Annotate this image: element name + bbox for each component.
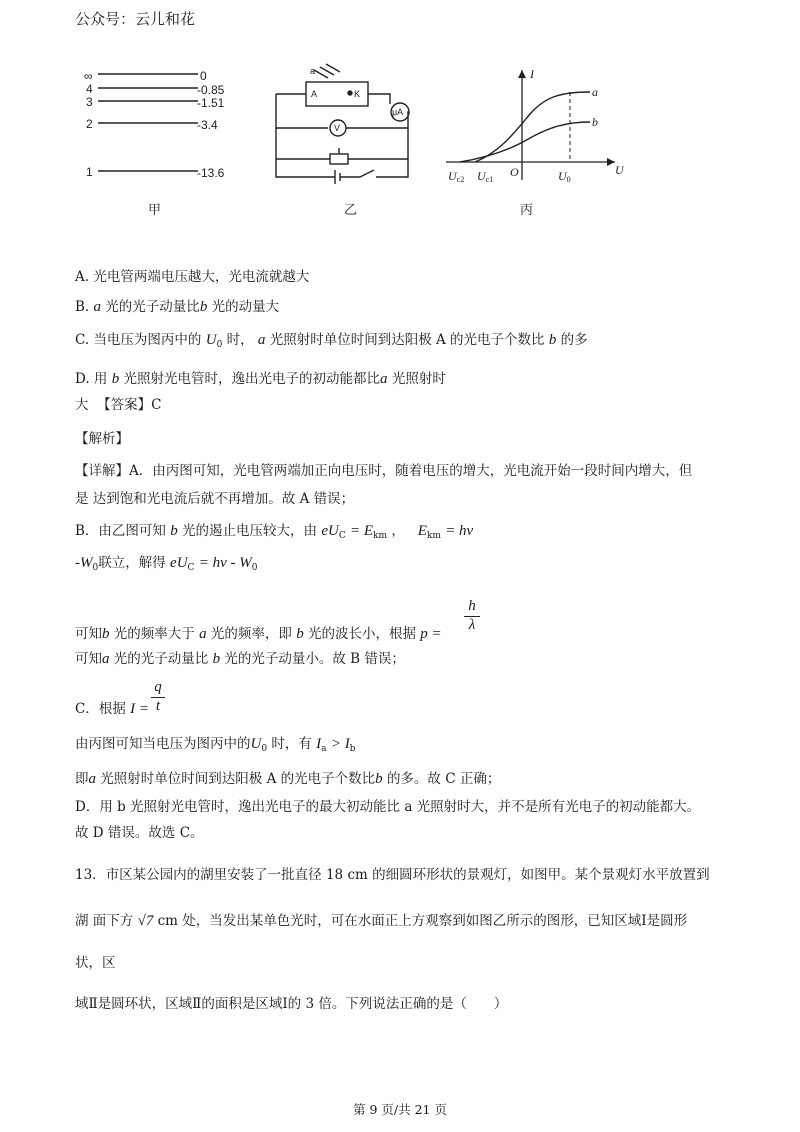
option-c: C. 当电压为图丙中的 $U_0$ 时， a 光照射时单位时间到达阳极 A 的光电子个数比 b 的多 — [75, 332, 588, 350]
level-n-3: 3 — [86, 95, 93, 109]
label-I: I — [530, 67, 534, 81]
level-e-1: -13.6 — [197, 166, 225, 180]
label-U: U — [615, 163, 624, 177]
analysis-b-line2: $-W_0$联立，解得 $eU_C = h\nu - W_0$ — [75, 555, 258, 573]
light-ray — [320, 67, 334, 75]
curve-a — [475, 92, 590, 162]
analysis-c-line3: 即a 光照射时单位时间到达阳极 A 的光电子个数比b 的多。故 C 正确； — [75, 771, 501, 787]
denominator-lambda: λ — [464, 616, 480, 634]
fraction-h-over-lambda — [464, 598, 480, 634]
numerator-q: q — [154, 679, 162, 695]
label-U0: U0 — [558, 169, 571, 184]
q13-line4: 域Ⅱ是圆环状，区域Ⅱ的面积是区域Ⅰ的 3 倍。下列说法正确的是（ ） — [75, 996, 508, 1012]
analysis-d-line1: D．用 b 光照射光电管时，逸出光电子的最大初动能比 a 光照射时大，并不是所有光电子的初动能都大。 — [75, 799, 701, 815]
light-ray — [326, 64, 340, 72]
wire — [376, 159, 408, 177]
page-header: 公众号：云儿和花 — [75, 10, 196, 28]
option-d: D. 用 b 光照射光电管时，逸出光电子的初动能都比a 光照射时 — [75, 371, 446, 387]
light-ray — [314, 70, 328, 78]
answer: 【答案】C — [97, 397, 162, 413]
analysis-b-line1: B．由乙图可知 b 光的遏止电压较大，由 $eU_C = E_{km}$ ， $E_{km} = h\nu$ — [75, 523, 474, 541]
page-footer: 第 9 页/共 21 页 — [353, 1102, 447, 1117]
analysis-c-line2: 由丙图可知当电压为图丙中的$U_0$ 时，有 $I_a > I_b$ — [75, 736, 356, 754]
i-axis-arrow — [518, 70, 526, 78]
wire — [276, 159, 335, 177]
level-e-4: -0.85 — [197, 83, 225, 97]
label-uA: μA — [392, 107, 404, 117]
label-curve-a: a — [592, 85, 598, 99]
caption-yi: 乙 — [344, 203, 358, 218]
analysis-d-line2: 故 D 错误。故选 C。 — [75, 825, 204, 841]
label-V: V — [334, 123, 341, 133]
analysis-c-line1: C．根据 I = — [75, 701, 150, 717]
analysis-a-line2: 是 达到饱和光电流后就不再增加。故 A 错误； — [75, 491, 355, 507]
switch — [360, 170, 374, 177]
figure-bing — [446, 67, 625, 218]
level-n-inf: ∞ — [84, 69, 93, 83]
wire — [276, 94, 328, 128]
analysis-b-line3: 可知b 光的频率大于 a 光的频率，即 b 光的波长小，根据 p = — [75, 626, 442, 642]
label-K: K — [354, 89, 361, 99]
label-curve-b: b — [592, 115, 598, 129]
option-b: B. a 光的光子动量比b 光的动量大 — [75, 299, 280, 315]
denominator-t: t — [151, 697, 165, 715]
q13-line2: 湖 面下方 √7 cm 处，当发出某单色光时，可在水面正上方观察到如图乙所示的图形，已知区域Ⅰ是圆形 — [75, 913, 688, 929]
level-e-inf: 0 — [200, 69, 207, 83]
figure-row — [70, 62, 730, 232]
caption-jia: 甲 — [148, 203, 162, 218]
caption-bing: 丙 — [520, 203, 534, 218]
fraction-q-over-t — [151, 679, 165, 715]
wire — [370, 112, 409, 159]
u-axis-arrow — [607, 158, 615, 166]
analysis-a-line1: 【详解】A．由丙图可知，光电管两端加正向电压时，随着电压的增大，光电流开始一段时间内增大，但 — [75, 463, 693, 479]
label-Ue1: Uc1 — [477, 169, 494, 184]
q13-line3: 状，区 — [75, 955, 116, 971]
figure-yi — [276, 64, 409, 218]
option-a: A. 光电管两端电压越大，光电流就越大 — [75, 269, 310, 285]
option-d-cont-and-answer: 大 【答案】C — [75, 397, 162, 413]
level-n-1: 1 — [86, 165, 93, 179]
analysis-title: 【解析】 — [75, 431, 129, 447]
electrode-dot — [348, 91, 352, 95]
label-O: O — [510, 165, 519, 179]
numerator-h: h — [468, 598, 476, 614]
rheostat — [330, 154, 348, 164]
analysis-b-line4: 可知a 光的光子动量比 b 光的光子动量小。故 B 错误； — [75, 651, 405, 667]
figure-jia — [84, 69, 225, 218]
level-n-2: 2 — [86, 117, 93, 131]
q13-line1: 13．市区某公园内的湖里安装了一批直径 18 cm 的细圆环形状的景观灯，如图甲。某个景观灯水平放置到 — [75, 867, 710, 883]
wire — [368, 94, 390, 104]
level-n-4: 4 — [86, 82, 93, 96]
wire — [276, 128, 330, 159]
label-A: A — [311, 89, 318, 99]
level-e-2: -3.4 — [197, 118, 218, 132]
level-e-3: -1.51 — [197, 96, 225, 110]
label-Ue2: Uc2 — [448, 169, 465, 184]
label-a: a — [310, 66, 316, 76]
